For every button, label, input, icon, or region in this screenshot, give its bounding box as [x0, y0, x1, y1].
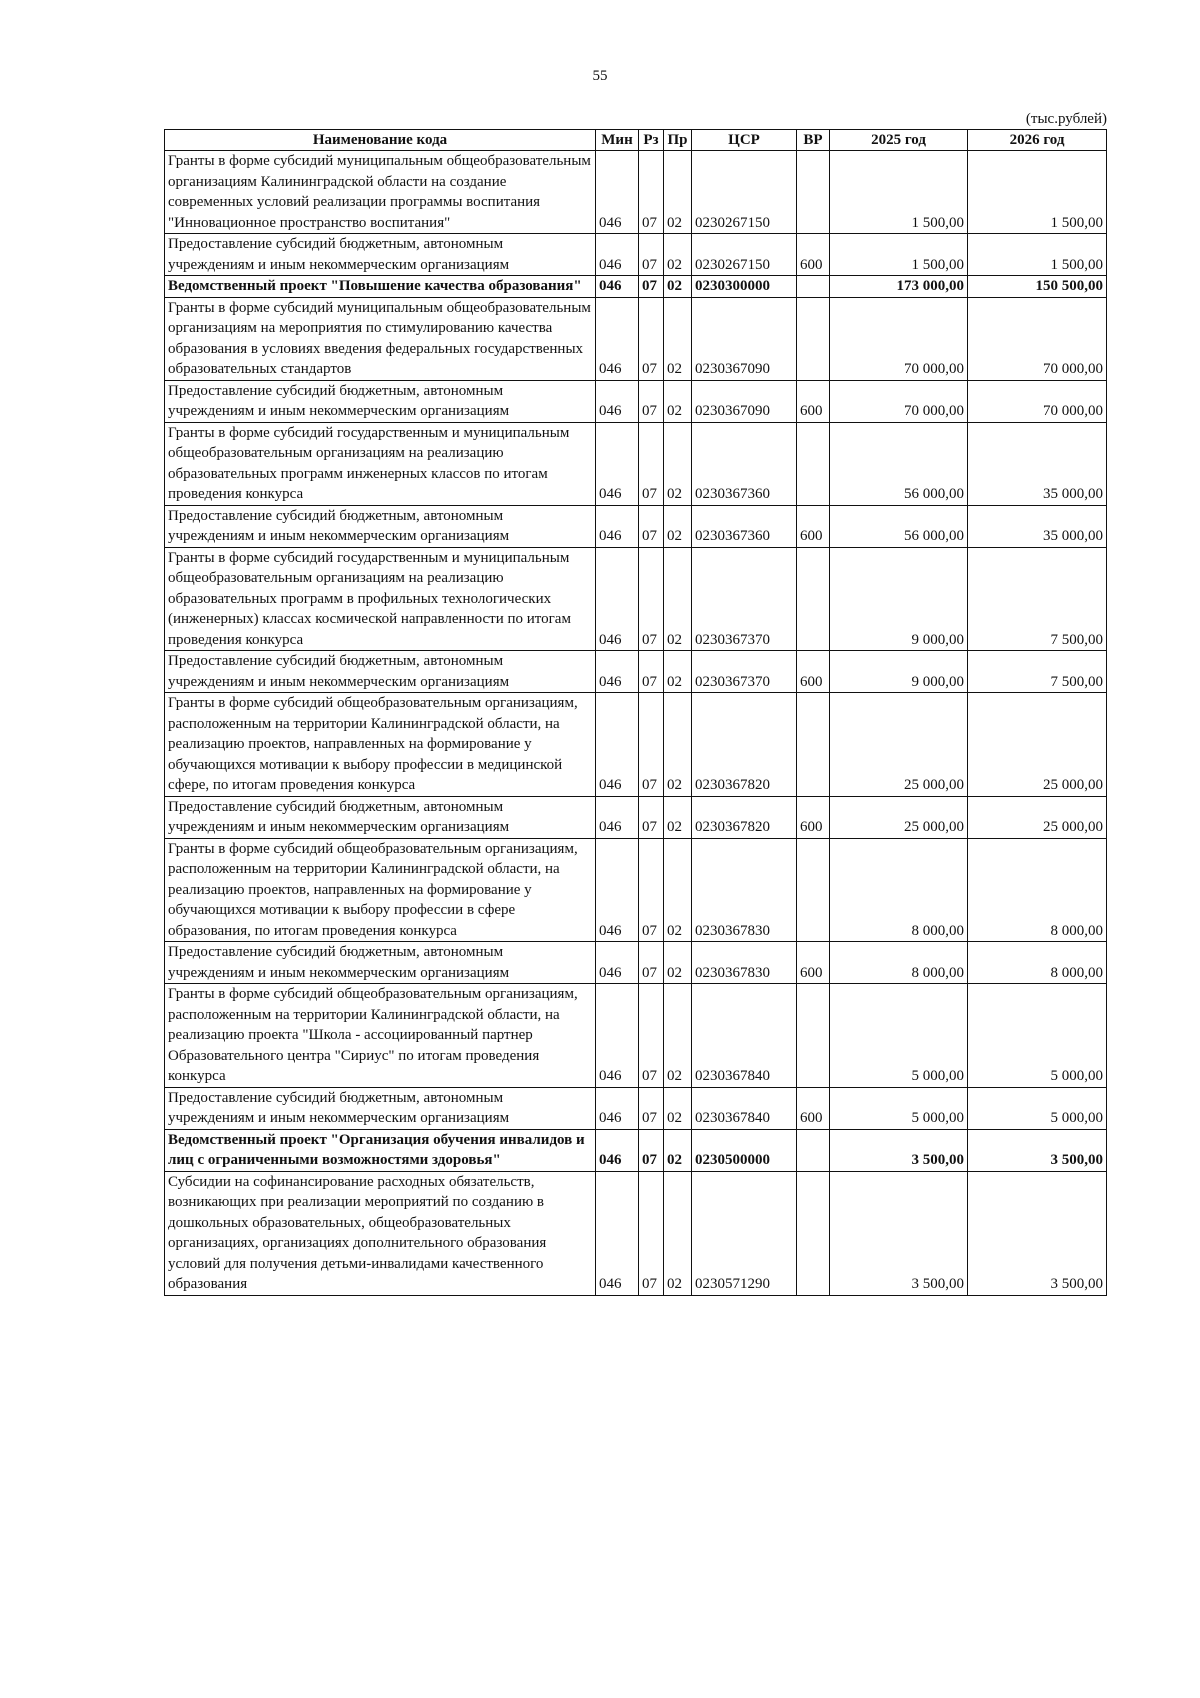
cell-min: 046	[596, 422, 639, 505]
cell-2026: 35 000,00	[968, 505, 1107, 547]
cell-csr: 0230300000	[692, 276, 797, 298]
cell-pr: 02	[664, 984, 692, 1088]
cell-2025: 9 000,00	[830, 651, 968, 693]
cell-csr: 0230367820	[692, 693, 797, 797]
cell-pr: 02	[664, 505, 692, 547]
cell-min: 046	[596, 942, 639, 984]
header-csr: ЦСР	[692, 130, 797, 151]
cell-pr: 02	[664, 422, 692, 505]
header-2026: 2026 год	[968, 130, 1107, 151]
table-row	[165, 984, 1107, 1088]
header-name: Наименование кода	[165, 130, 596, 151]
cell-rz: 07	[639, 1171, 664, 1295]
cell-rz: 07	[639, 547, 664, 651]
cell-csr: 0230367370	[692, 547, 797, 651]
cell-rz: 07	[639, 651, 664, 693]
cell-vr	[797, 984, 830, 1088]
cell-2025: 1 500,00	[830, 151, 968, 234]
cell-csr: 0230367840	[692, 1087, 797, 1129]
table-row	[165, 297, 1107, 380]
cell-2026: 70 000,00	[968, 380, 1107, 422]
table-body	[165, 151, 1107, 1296]
cell-pr: 02	[664, 942, 692, 984]
cell-name: Субсидии на софинансирование расходных обязательств, возникающих при реализации мероприятий по созданию в дошкольных образовательных, общеобразовательных организациях, организациях дополнительного образования условий для получения детьми-инвалидами качественного образования	[165, 1171, 596, 1295]
cell-name: Предоставление субсидий бюджетным, автономным учреждениям и иным некоммерческим организациям	[165, 796, 596, 838]
cell-vr	[797, 547, 830, 651]
cell-vr: 600	[797, 1087, 830, 1129]
cell-2025: 3 500,00	[830, 1171, 968, 1295]
cell-2026: 7 500,00	[968, 651, 1107, 693]
cell-2026: 7 500,00	[968, 547, 1107, 651]
cell-min: 046	[596, 276, 639, 298]
table-row	[165, 151, 1107, 234]
cell-min: 046	[596, 1129, 639, 1171]
cell-name: Гранты в форме субсидий общеобразовательным организациям, расположенным на территории Калининградской области, на реализацию проектов, направленных на формирование у обучающихся мотивации к выбору профессии в медицинской сфере, по итогам проведения конкурса	[165, 693, 596, 797]
cell-2025: 173 000,00	[830, 276, 968, 298]
cell-rz: 07	[639, 838, 664, 942]
cell-2026: 8 000,00	[968, 838, 1107, 942]
cell-rz: 07	[639, 693, 664, 797]
cell-vr	[797, 693, 830, 797]
table-row	[165, 1171, 1107, 1295]
cell-pr: 02	[664, 651, 692, 693]
cell-name: Гранты в форме субсидий муниципальным общеобразовательным организациям Калининградской области на создание современных условий реализации программы воспитания "Инновационное пространство воспитания"	[165, 151, 596, 234]
cell-2025: 25 000,00	[830, 796, 968, 838]
cell-csr: 0230367090	[692, 297, 797, 380]
cell-name: Ведомственный проект "Повышение качества образования"	[165, 276, 596, 298]
header-vr: ВР	[797, 130, 830, 151]
cell-2025: 70 000,00	[830, 297, 968, 380]
cell-csr: 0230367830	[692, 942, 797, 984]
table-row	[165, 422, 1107, 505]
cell-min: 046	[596, 1171, 639, 1295]
cell-pr: 02	[664, 796, 692, 838]
cell-name: Предоставление субсидий бюджетным, автономным учреждениям и иным некоммерческим организациям	[165, 505, 596, 547]
cell-vr: 600	[797, 796, 830, 838]
cell-name: Гранты в форме субсидий общеобразовательным организациям, расположенным на территории Калининградской области, на реализацию проекта "Школа - ассоциированный партнер Образовательного центра "Сириус" по итогам проведения конкурса	[165, 984, 596, 1088]
header-rz: Рз	[639, 130, 664, 151]
table-row	[165, 1129, 1107, 1171]
budget-table	[164, 129, 1107, 1296]
cell-csr: 0230500000	[692, 1129, 797, 1171]
cell-2025: 8 000,00	[830, 838, 968, 942]
cell-name: Гранты в форме субсидий муниципальным общеобразовательным организациям на мероприятия по стимулированию качества образования в условиях введения федеральных государственных образовательных стандартов	[165, 297, 596, 380]
cell-csr: 0230367820	[692, 796, 797, 838]
table-row	[165, 505, 1107, 547]
cell-pr: 02	[664, 693, 692, 797]
cell-pr: 02	[664, 380, 692, 422]
cell-min: 046	[596, 547, 639, 651]
cell-pr: 02	[664, 276, 692, 298]
cell-rz: 07	[639, 422, 664, 505]
cell-2025: 8 000,00	[830, 942, 968, 984]
table-row	[165, 380, 1107, 422]
cell-vr	[797, 1129, 830, 1171]
cell-min: 046	[596, 651, 639, 693]
cell-name: Предоставление субсидий бюджетным, автономным учреждениям и иным некоммерческим организациям	[165, 234, 596, 276]
cell-csr: 0230367840	[692, 984, 797, 1088]
cell-2025: 56 000,00	[830, 505, 968, 547]
table-row	[165, 547, 1107, 651]
cell-csr: 0230367360	[692, 422, 797, 505]
table-row	[165, 234, 1107, 276]
cell-2026: 3 500,00	[968, 1171, 1107, 1295]
table-header-row	[165, 130, 1107, 151]
cell-rz: 07	[639, 796, 664, 838]
cell-pr: 02	[664, 297, 692, 380]
cell-name: Предоставление субсидий бюджетным, автономным учреждениям и иным некоммерческим организациям	[165, 380, 596, 422]
cell-2026: 25 000,00	[968, 693, 1107, 797]
cell-rz: 07	[639, 380, 664, 422]
cell-csr: 0230367090	[692, 380, 797, 422]
cell-rz: 07	[639, 151, 664, 234]
cell-min: 046	[596, 838, 639, 942]
cell-min: 046	[596, 380, 639, 422]
table-row	[165, 693, 1107, 797]
cell-name: Предоставление субсидий бюджетным, автономным учреждениям и иным некоммерческим организациям	[165, 1087, 596, 1129]
cell-rz: 07	[639, 297, 664, 380]
cell-vr: 600	[797, 234, 830, 276]
cell-vr	[797, 276, 830, 298]
table-row	[165, 651, 1107, 693]
table-row	[165, 942, 1107, 984]
cell-csr: 0230267150	[692, 234, 797, 276]
cell-vr	[797, 297, 830, 380]
cell-min: 046	[596, 297, 639, 380]
cell-vr: 600	[797, 380, 830, 422]
cell-min: 046	[596, 1087, 639, 1129]
cell-name: Ведомственный проект "Организация обучения инвалидов и лиц с ограниченными возможностями здоровья"	[165, 1129, 596, 1171]
cell-csr: 0230367370	[692, 651, 797, 693]
cell-vr: 600	[797, 651, 830, 693]
cell-min: 046	[596, 796, 639, 838]
cell-min: 046	[596, 693, 639, 797]
cell-rz: 07	[639, 234, 664, 276]
header-2025: 2025 год	[830, 130, 968, 151]
cell-rz: 07	[639, 942, 664, 984]
cell-2025: 1 500,00	[830, 234, 968, 276]
header-pr: Пр	[664, 130, 692, 151]
cell-csr: 0230267150	[692, 151, 797, 234]
cell-vr: 600	[797, 942, 830, 984]
cell-rz: 07	[639, 1087, 664, 1129]
table-row	[165, 796, 1107, 838]
cell-name: Предоставление субсидий бюджетным, автономным учреждениям и иным некоммерческим организациям	[165, 942, 596, 984]
cell-name: Гранты в форме субсидий общеобразовательным организациям, расположенным на территории Калининградской области, на реализацию проектов, направленных на формирование у обучающихся мотивации к выбору профессии в сфере образования, по итогам проведения конкурса	[165, 838, 596, 942]
cell-pr: 02	[664, 1171, 692, 1295]
cell-2025: 5 000,00	[830, 984, 968, 1088]
cell-2026: 8 000,00	[968, 942, 1107, 984]
cell-csr: 0230571290	[692, 1171, 797, 1295]
cell-2026: 3 500,00	[968, 1129, 1107, 1171]
cell-pr: 02	[664, 151, 692, 234]
cell-rz: 07	[639, 1129, 664, 1171]
table-row	[165, 838, 1107, 942]
cell-2025: 9 000,00	[830, 547, 968, 651]
cell-name: Гранты в форме субсидий государственным и муниципальным общеобразовательным организациям на реализацию образовательных программ в профильных технологических (инженерных) классах космической направленности по итогам проведения конкурса	[165, 547, 596, 651]
cell-vr	[797, 151, 830, 234]
table-row	[165, 1087, 1107, 1129]
cell-vr	[797, 838, 830, 942]
cell-min: 046	[596, 151, 639, 234]
cell-rz: 07	[639, 505, 664, 547]
cell-csr: 0230367830	[692, 838, 797, 942]
cell-2026: 35 000,00	[968, 422, 1107, 505]
cell-2026: 5 000,00	[968, 984, 1107, 1088]
cell-name: Предоставление субсидий бюджетным, автономным учреждениям и иным некоммерческим организациям	[165, 651, 596, 693]
cell-pr: 02	[664, 838, 692, 942]
page-number: 55	[592, 68, 608, 84]
cell-2025: 3 500,00	[830, 1129, 968, 1171]
cell-rz: 07	[639, 276, 664, 298]
cell-pr: 02	[664, 234, 692, 276]
cell-pr: 02	[664, 547, 692, 651]
cell-min: 046	[596, 984, 639, 1088]
cell-csr: 0230367360	[692, 505, 797, 547]
cell-2025: 25 000,00	[830, 693, 968, 797]
header-min: Мин	[596, 130, 639, 151]
cell-2025: 70 000,00	[830, 380, 968, 422]
cell-min: 046	[596, 505, 639, 547]
cell-vr	[797, 1171, 830, 1295]
cell-2026: 150 500,00	[968, 276, 1107, 298]
cell-pr: 02	[664, 1087, 692, 1129]
cell-2025: 5 000,00	[830, 1087, 968, 1129]
cell-rz: 07	[639, 984, 664, 1088]
cell-vr	[797, 422, 830, 505]
cell-min: 046	[596, 234, 639, 276]
cell-2026: 25 000,00	[968, 796, 1107, 838]
units-label: (тыс.рублей)	[1025, 111, 1107, 127]
cell-pr: 02	[664, 1129, 692, 1171]
cell-2025: 56 000,00	[830, 422, 968, 505]
cell-2026: 1 500,00	[968, 234, 1107, 276]
cell-name: Гранты в форме субсидий государственным и муниципальным общеобразовательным организациям на реализацию образовательных программ инженерных классов по итогам проведения конкурса	[165, 422, 596, 505]
cell-2026: 70 000,00	[968, 297, 1107, 380]
table-row	[165, 276, 1107, 298]
cell-2026: 5 000,00	[968, 1087, 1107, 1129]
cell-2026: 1 500,00	[968, 151, 1107, 234]
cell-vr: 600	[797, 505, 830, 547]
